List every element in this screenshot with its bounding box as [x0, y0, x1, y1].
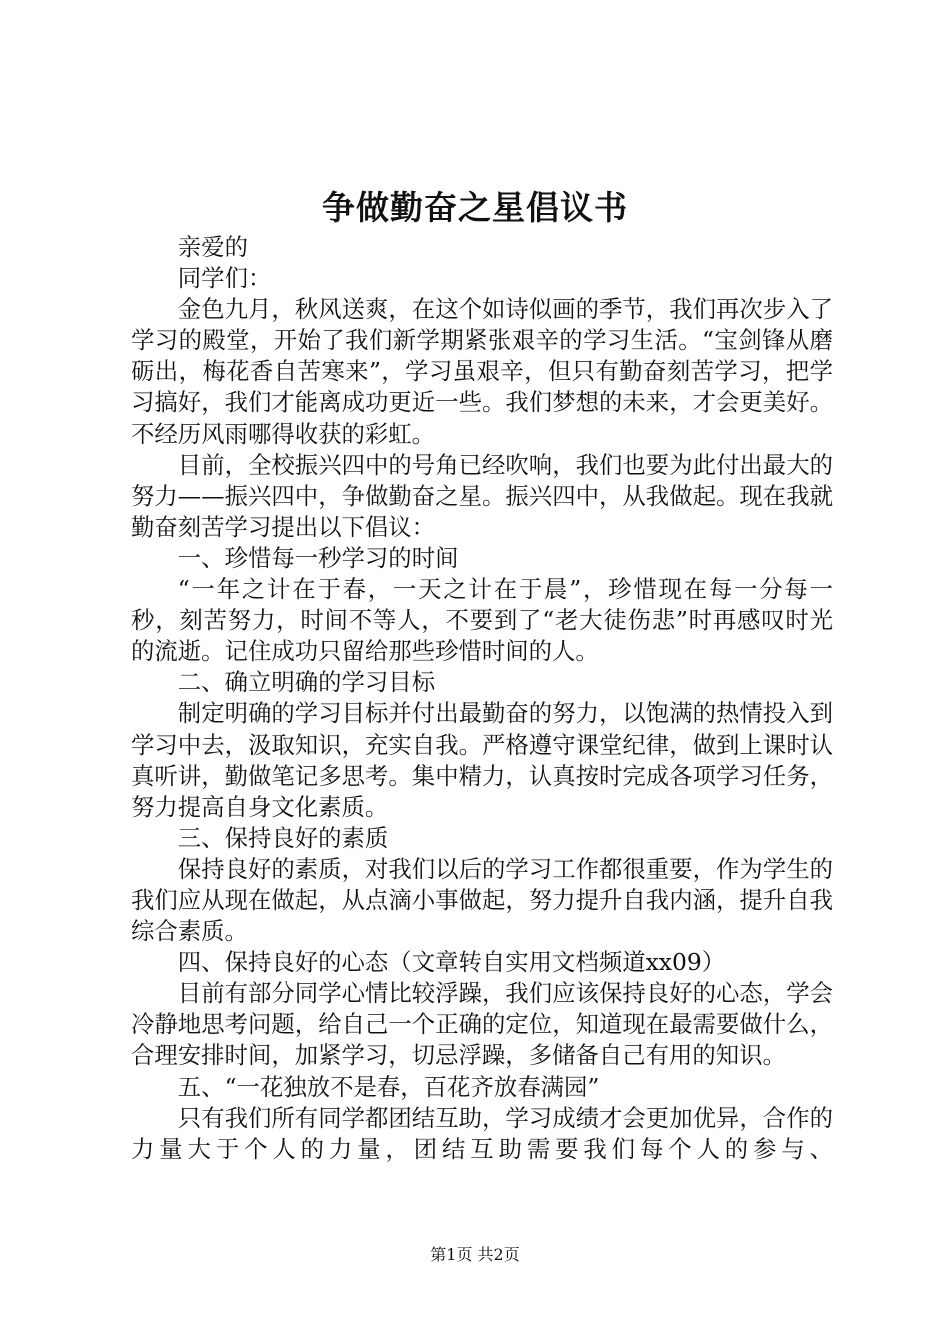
- body-paragraph: 只有我们所有同学都团结互助，学习成绩才会更加优异，合作的力量大于个人的力量，团结互助需要我们每个人的参与、: [131, 1103, 833, 1163]
- section-heading: 二、确立明确的学习目标: [177, 668, 436, 697]
- body-paragraph: “一年之计在于春，一天之计在于晨”，珍惜现在每一分每一秒，刻苦努力，时间不等人，不要到了“老大徒伤悲”时再感叹时光的流逝。记住成功只留给那些珍惜时间的人。: [131, 575, 833, 666]
- page-number-footer: 第1页 共2页: [430, 1245, 520, 1264]
- body-paragraph: 制定明确的学习目标并付出最勤奋的努力，以饱满的热情投入到学习中去，汲取知识，充实自我。严格遵守课堂纪律，做到上课时认真听讲，勤做笔记多思考。集中精力，认真按时完成各项学习任务，努力提高自身文化素质。: [131, 699, 833, 821]
- body-paragraph: 目前，全校振兴四中的号角已经吹响，我们也要为此付出最大的努力——振兴四中，争做勤奋之星。振兴四中，从我做起。现在我就勤奋刻苦学习提出以下倡议：: [131, 450, 833, 541]
- document-body: [131, 232, 833, 1165]
- body-paragraph: 金色九月，秋风送爽，在这个如诗似画的季节，我们再次步入了学习的殿堂，开始了我们新学期紧张艰辛的学习生活。“宝剑锋从磨砺出，梅花香自苦寒来”，学习虽艰辛，但只有勤奋刻苦学习，把学习搞好，我们才能离成功更近一些。我们梦想的未来，才会更美好。不经历风雨哪得收获的彩虹。: [131, 295, 833, 448]
- section-heading: 四、保持良好的心态（文章转自实用文档频道xx09）: [177, 948, 726, 977]
- body-paragraph: 目前有部分同学心情比较浮躁，我们应该保持良好的心态，学会冷静地思考问题，给自己一个正确的定位，知道现在最需要做什么，合理安排时间，加紧学习，切忌浮躁，多储备自己有用的知识。: [131, 979, 833, 1070]
- document-title: 争做勤奋之星倡议书: [322, 188, 628, 227]
- salutation-line: 亲爱的: [177, 233, 248, 261]
- section-heading: 三、保持良好的素质: [177, 823, 389, 852]
- section-heading: 一、珍惜每一秒学习的时间: [177, 543, 459, 572]
- salutation-line: 同学们：: [177, 264, 272, 293]
- body-paragraph: 保持良好的素质，对我们以后的学习工作都很重要，作为学生的我们应从现在做起，从点滴小事做起，努力提升自我内涵，提升自我综合素质。: [131, 854, 833, 946]
- section-heading: 五、“一花独放不是春，百花齐放春满园”: [177, 1072, 600, 1101]
